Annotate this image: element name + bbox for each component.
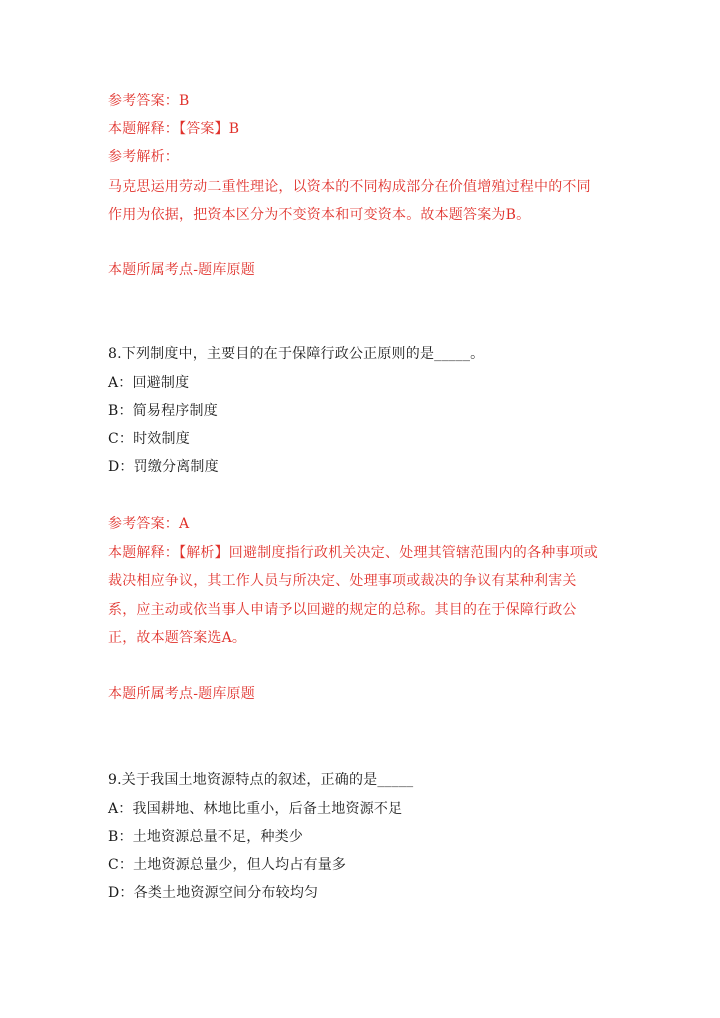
q9-option-d: D：各类土地资源空间分布较均匀: [108, 885, 319, 901]
q8-explanation-line-4: 正，故本题答案选A。: [108, 630, 247, 646]
q7-analysis-line-1: 马克思运用劳动二重性理论，以资本的不同构成部分在价值增殖过程中的不同: [108, 179, 591, 195]
q8-option-c: C：时效制度: [108, 431, 190, 447]
q9-stem: 9.关于我国土地资源特点的叙述，正确的是_____: [108, 772, 414, 788]
q7-analysis-label: 参考解析：: [108, 149, 179, 165]
q8-stem: 8.下列制度中，主要目的在于保障行政公正原则的是_____。: [108, 346, 485, 362]
q7-source: 本题所属考点-题库原题: [108, 262, 255, 278]
q7-analysis-line-2: 作用为依据，把资本区分为不变资本和可变资本。故本题答案为B。: [108, 207, 531, 223]
q8-explanation-line-3: 系，应主动或依当事人申请予以回避的规定的总称。其目的在于保障行政公: [108, 602, 577, 618]
q8-option-d: D：罚缴分离制度: [108, 459, 219, 475]
q7-explanation: 本题解释：【答案】B: [108, 121, 240, 137]
q9-option-c: C：土地资源总量少，但人均占有量多: [108, 857, 347, 873]
q8-explanation-line-2: 裁决相应争议，其工作人员与所决定、处理事项或裁决的争议有某种利害关: [108, 573, 577, 589]
q9-option-a: A：我国耕地、林地比重小，后备土地资源不足: [108, 801, 403, 817]
q9-option-b: B：土地资源总量不足，种类少: [108, 829, 304, 845]
q8-answer: 参考答案：A: [108, 516, 190, 532]
q8-option-b: B：简易程序制度: [108, 403, 218, 419]
q8-source: 本题所属考点-题库原题: [108, 686, 255, 702]
q8-option-a: A：回避制度: [108, 375, 190, 391]
q8-explanation-line-1: 本题解释：【解析】回避制度指行政机关决定、处理其管辖范围内的各种事项或: [108, 545, 598, 561]
q7-answer: 参考答案：B: [108, 93, 190, 109]
